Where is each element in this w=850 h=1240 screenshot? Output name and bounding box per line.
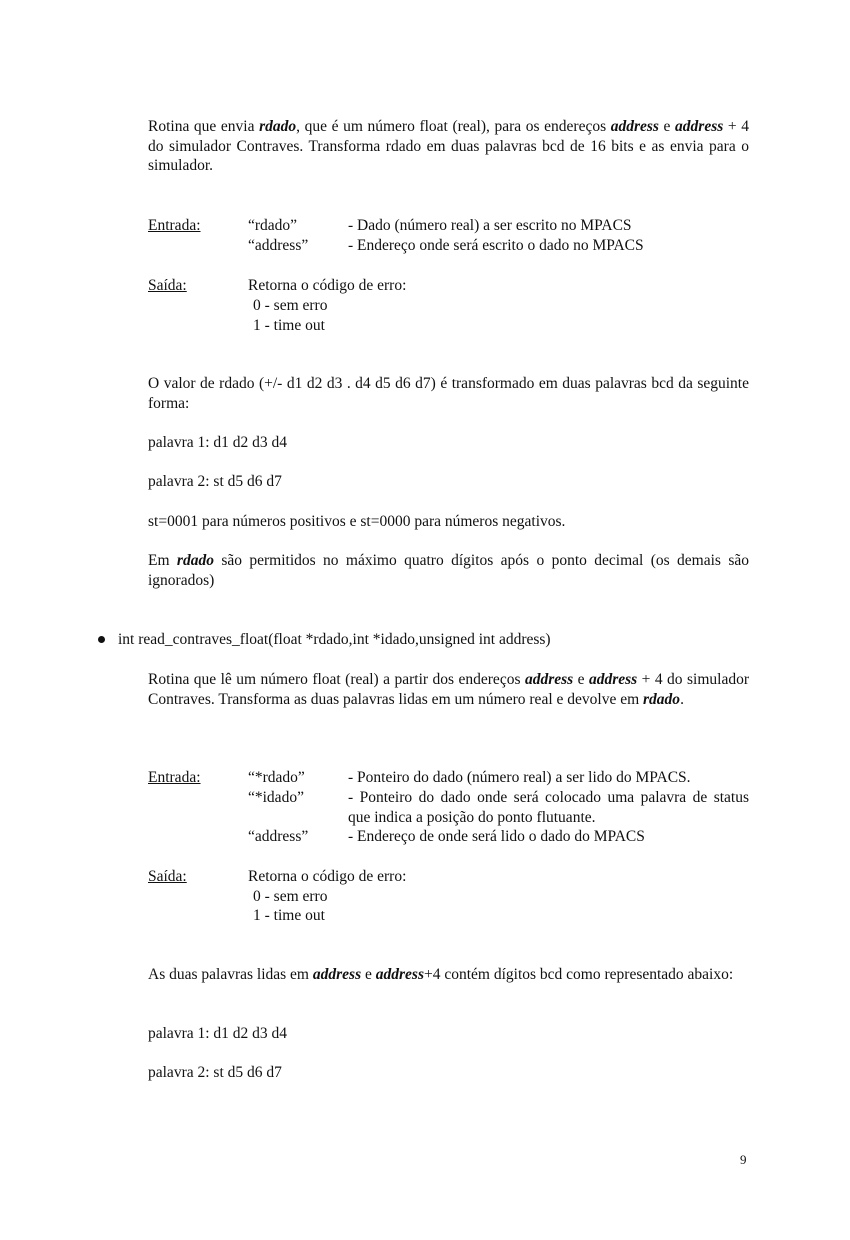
param-description: - Endereço de onde será lido o dado do MPACS [348,828,645,845]
word-2-line: palavra 2: st d5 d6 d7 [148,473,282,490]
error-code-item: 0 - sem erro [253,888,328,905]
decimal-digits-note: Em rdado são permitidos no máximo quatro dígitos após o ponto decimal (os demais são ignorados) [148,552,749,589]
entrada-label: Entrada: [148,217,201,234]
two-words-paragraph: As duas palavras lidas em address e address+4 contém dígitos bcd como representado abaixo: [148,966,734,983]
bullet-icon [98,636,105,643]
function-signature: int read_contraves_float(float *rdado,int *idado,unsigned int address) [118,631,551,648]
word-1-line: palavra 1: d1 d2 d3 d4 [148,434,288,451]
param-description: - Ponteiro do dado (número real) a ser lido do MPACS. [348,769,691,786]
page-number: 9 [740,1152,747,1167]
error-code-item: 1 - time out [253,907,325,924]
word-2-line: palavra 2: st d5 d6 d7 [148,1064,282,1081]
param-description: - Dado (número real) a ser escrito no MPACS [348,217,632,234]
param-description: - Endereço onde será escrito o dado no MPACS [348,237,644,254]
error-code-item: 0 - sem erro [253,297,328,314]
param-name: “*idado” [248,789,304,806]
saida-label: Saída: [148,277,187,294]
error-code-item: 1 - time out [253,317,325,334]
value-format-paragraph: O valor de rdado (+/- d1 d2 d3 . d4 d5 d6 d7) é transformado em duas palavras bcd da seguinte forma: [148,375,749,412]
write-routine-description: Rotina que envia rdado, que é um número float (real), para os endereços address e address + 4 do simulador Contraves. Transforma rdado em duas palavras bcd de 16 bits e as envia para o simulador. [148,118,749,174]
word-1-line: palavra 1: d1 d2 d3 d4 [148,1025,288,1042]
param-name: “address” [248,828,309,845]
param-name: “address” [248,237,309,254]
saida-label: Saída: [148,868,187,885]
return-description: Retorna o código de erro: [248,868,407,885]
read-routine-description: Rotina que lê um número float (real) a partir dos endereços address e address + 4 do simulador Contraves. Transforma as duas palavras lidas em um número real e devolve em rdado. [148,671,749,708]
param-name: “*rdado” [248,769,305,786]
param-description: - Ponteiro do dado onde será colocado uma palavra de status que indica a posição do ponto flutuante. [348,789,749,826]
sign-status-line: st=0001 para números positivos e st=0000 para números negativos. [148,513,566,530]
param-name: “rdado” [248,217,298,234]
entrada-label: Entrada: [148,769,201,786]
return-description: Retorna o código de erro: [248,277,407,294]
